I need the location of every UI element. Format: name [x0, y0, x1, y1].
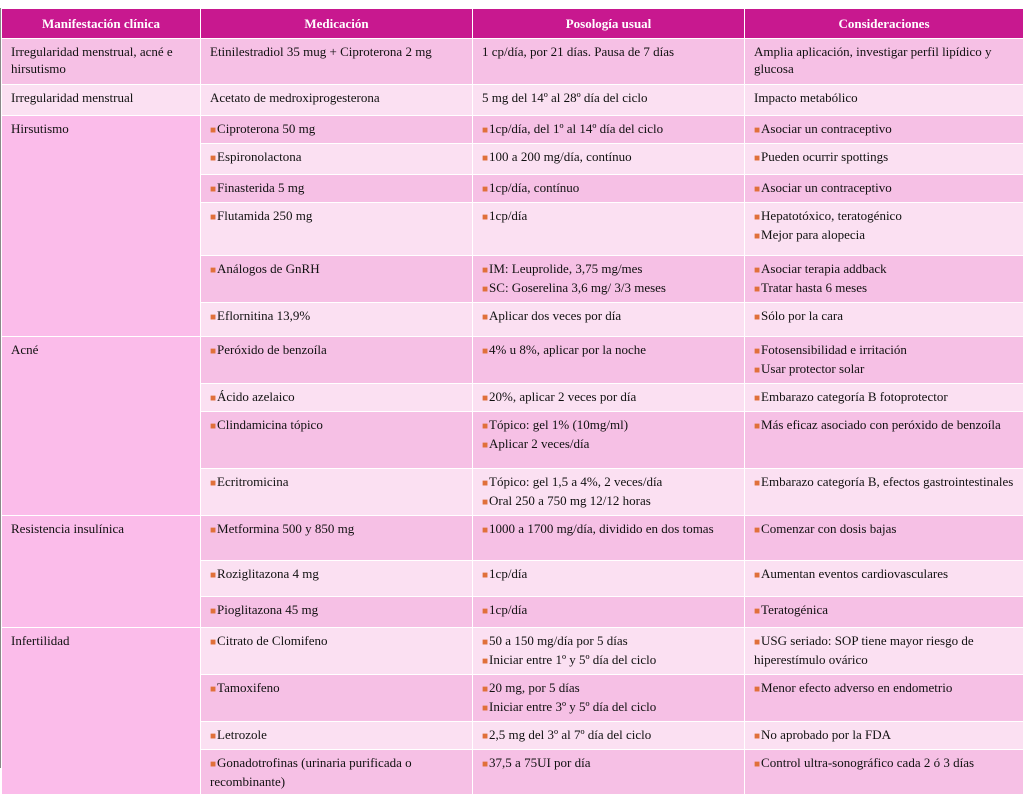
- bullet-icon: ■: [482, 656, 489, 667]
- bullet-icon: ■: [482, 440, 489, 451]
- bullet-icon: ■: [754, 393, 761, 404]
- bullet-icon: ■: [754, 346, 761, 357]
- considerations-cell: ■Asociar un contraceptivo: [745, 116, 1024, 144]
- considerations-cell: ■Aumentan eventos cardiovasculares: [745, 561, 1024, 597]
- bullet-icon: ■: [210, 570, 217, 581]
- bullet-icon: ■: [482, 212, 489, 223]
- medication-cell: ■Pioglitazona 45 mg: [201, 597, 473, 628]
- bullet-icon: ■: [482, 421, 489, 432]
- bullet-icon: ■: [754, 125, 761, 136]
- considerations-cell: ■USG seriado: SOP tiene mayor riesgo de hiperestímulo ovárico: [745, 628, 1024, 675]
- table-row: [2, 337, 1024, 384]
- bullet-icon: ■: [482, 703, 489, 714]
- manifestation-cell: Irregularidad menstrual, acné e hirsutismo: [2, 39, 201, 85]
- medication-cell: ■Eflornitina 13,9%: [201, 303, 473, 337]
- table-row: [2, 85, 1024, 116]
- considerations-cell: ■Hepatotóxico, teratogénico ■Mejor para alopecia: [745, 203, 1024, 256]
- bullet-icon: ■: [482, 570, 489, 581]
- treatment-table: [1, 8, 1024, 795]
- table-row: [2, 39, 1024, 85]
- bullet-icon: ■: [210, 684, 217, 695]
- bullet-icon: ■: [754, 231, 761, 242]
- medication-cell: ■Metformina 500 y 850 mg: [201, 516, 473, 561]
- bullet-icon: ■: [482, 637, 489, 648]
- medication-cell: ■Espironolactona: [201, 144, 473, 175]
- dosage-cell: ■50 a 150 mg/día por 5 días ■Iniciar entre 1º y 5º día del ciclo: [473, 628, 745, 675]
- table-row: [2, 116, 1024, 144]
- bullet-icon: ■: [210, 265, 217, 276]
- considerations-cell: ■Sólo por la cara: [745, 303, 1024, 337]
- dosage-cell: ■IM: Leuprolide, 3,75 mg/mes ■SC: Goserelina 3,6 mg/ 3/3 meses: [473, 256, 745, 303]
- manifestation-cell: Hirsutismo: [2, 116, 201, 337]
- dosage-cell: ■2,5 mg del 3º al 7º día del ciclo: [473, 722, 745, 750]
- dosage-cell: 5 mg del 14º al 28º día del ciclo: [473, 85, 745, 116]
- bullet-icon: ■: [482, 312, 489, 323]
- bullet-icon: ■: [210, 759, 217, 770]
- bullet-icon: ■: [210, 184, 217, 195]
- medication-cell: ■Peróxido de benzoíla: [201, 337, 473, 384]
- bullet-icon: ■: [754, 184, 761, 195]
- bullet-icon: ■: [754, 284, 761, 295]
- header-row: [2, 9, 1024, 39]
- medication-cell: ■Ciproterona 50 mg: [201, 116, 473, 144]
- header-medication: Medicación: [201, 9, 473, 39]
- dosage-cell: 1 cp/día, por 21 días. Pausa de 7 días: [473, 39, 745, 85]
- bullet-icon: ■: [482, 731, 489, 742]
- bullet-icon: ■: [210, 212, 217, 223]
- dosage-cell: ■100 a 200 mg/día, contínuo: [473, 144, 745, 175]
- bullet-icon: ■: [210, 125, 217, 136]
- bullet-icon: ■: [754, 525, 761, 536]
- bullet-icon: ■: [754, 212, 761, 223]
- considerations-cell: ■Control ultra-sonográfico cada 2 ó 3 días: [745, 750, 1024, 795]
- considerations-cell: ■Asociar terapia addback ■Tratar hasta 6 meses: [745, 256, 1024, 303]
- bullet-icon: ■: [482, 525, 489, 536]
- manifestation-cell: Irregularidad menstrual: [2, 85, 201, 116]
- bullet-icon: ■: [210, 637, 217, 648]
- dosage-cell: ■1cp/día, contínuo: [473, 175, 745, 203]
- medication-cell: ■Finasterida 5 mg: [201, 175, 473, 203]
- bullet-icon: ■: [482, 265, 489, 276]
- medication-cell: ■Letrozole: [201, 722, 473, 750]
- bullet-icon: ■: [754, 731, 761, 742]
- medication-cell: Etinilestradiol 35 mug + Ciproterona 2 mg: [201, 39, 473, 85]
- bullet-icon: ■: [482, 153, 489, 164]
- bullet-icon: ■: [210, 393, 217, 404]
- manifestation-cell: Infertilidad: [2, 628, 201, 795]
- bullet-icon: ■: [482, 684, 489, 695]
- medication-cell: ■Tamoxifeno: [201, 675, 473, 722]
- bullet-icon: ■: [482, 478, 489, 489]
- considerations-cell: ■Más eficaz asociado con peróxido de benzoíla: [745, 412, 1024, 469]
- considerations-cell: ■Menor efecto adverso en endometrio: [745, 675, 1024, 722]
- dosage-cell: ■1cp/día, del 1º al 14º día del ciclo: [473, 116, 745, 144]
- bullet-icon: ■: [210, 731, 217, 742]
- table-row: [2, 516, 1024, 561]
- dosage-cell: ■37,5 a 75UI por día: [473, 750, 745, 795]
- bullet-icon: ■: [754, 265, 761, 276]
- dosage-cell: ■20%, aplicar 2 veces por día: [473, 384, 745, 412]
- considerations-cell: ■Pueden ocurrir spottings: [745, 144, 1024, 175]
- header-dosage: Posología usual: [473, 9, 745, 39]
- considerations-cell: ■Embarazo categoría B fotoprotector: [745, 384, 1024, 412]
- bullet-icon: ■: [482, 759, 489, 770]
- bullet-icon: ■: [754, 312, 761, 323]
- dosage-cell: ■20 mg, por 5 días ■Iniciar entre 3º y 5º día del ciclo: [473, 675, 745, 722]
- dosage-cell: ■1cp/día: [473, 561, 745, 597]
- bullet-icon: ■: [482, 346, 489, 357]
- bullet-icon: ■: [754, 153, 761, 164]
- bullet-icon: ■: [754, 365, 761, 376]
- bullet-icon: ■: [482, 184, 489, 195]
- manifestation-cell: Acné: [2, 337, 201, 516]
- dosage-cell: ■Aplicar dos veces por día: [473, 303, 745, 337]
- dosage-cell: ■4% u 8%, aplicar por la noche: [473, 337, 745, 384]
- bullet-icon: ■: [482, 284, 489, 295]
- bullet-icon: ■: [210, 606, 217, 617]
- table-row: [2, 628, 1024, 675]
- bullet-icon: ■: [482, 125, 489, 136]
- manifestation-cell: Resistencia insulínica: [2, 516, 201, 628]
- considerations-cell: Amplia aplicación, investigar perfil lipídico y glucosa: [745, 39, 1024, 85]
- considerations-cell: ■No aprobado por la FDA: [745, 722, 1024, 750]
- considerations-cell: ■Comenzar con dosis bajas: [745, 516, 1024, 561]
- dosage-cell: ■1cp/día: [473, 203, 745, 256]
- bullet-icon: ■: [754, 478, 761, 489]
- header-manifestation: Manifestación clínica: [2, 9, 201, 39]
- medication-cell: ■Roziglitazona 4 mg: [201, 561, 473, 597]
- bullet-icon: ■: [210, 346, 217, 357]
- considerations-cell: ■Fotosensibilidad e irritación ■Usar protector solar: [745, 337, 1024, 384]
- dosage-cell: ■Tópico: gel 1,5 a 4%, 2 veces/día ■Oral 250 a 750 mg 12/12 horas: [473, 469, 745, 516]
- bullet-icon: ■: [482, 393, 489, 404]
- considerations-cell: ■Embarazo categoría B, efectos gastrointestinales: [745, 469, 1024, 516]
- considerations-cell: Impacto metabólico: [745, 85, 1024, 116]
- medication-cell: ■Clindamicina tópico: [201, 412, 473, 469]
- bullet-icon: ■: [754, 570, 761, 581]
- bullet-icon: ■: [210, 153, 217, 164]
- considerations-cell: ■Teratogénica: [745, 597, 1024, 628]
- bullet-icon: ■: [754, 684, 761, 695]
- medication-cell: ■Gonadotrofinas (urinaria purificada o recombinante): [201, 750, 473, 795]
- bullet-icon: ■: [754, 637, 761, 648]
- dosage-cell: ■Tópico: gel 1% (10mg/ml) ■Aplicar 2 veces/día: [473, 412, 745, 469]
- medication-cell: ■Ácido azelaico: [201, 384, 473, 412]
- bullet-icon: ■: [210, 525, 217, 536]
- bullet-icon: ■: [210, 421, 217, 432]
- bullet-icon: ■: [482, 606, 489, 617]
- medication-cell: ■Citrato de Clomifeno: [201, 628, 473, 675]
- medication-cell: ■Ecritromicina: [201, 469, 473, 516]
- dosage-cell: ■1000 a 1700 mg/día, dividido en dos tomas: [473, 516, 745, 561]
- bullet-icon: ■: [210, 312, 217, 323]
- considerations-cell: ■Asociar un contraceptivo: [745, 175, 1024, 203]
- medication-cell: ■Análogos de GnRH: [201, 256, 473, 303]
- bullet-icon: ■: [754, 421, 761, 432]
- medication-cell: ■Flutamida 250 mg: [201, 203, 473, 256]
- medication-cell: Acetato de medroxiprogesterona: [201, 85, 473, 116]
- bullet-icon: ■: [754, 606, 761, 617]
- bullet-icon: ■: [210, 478, 217, 489]
- bullet-icon: ■: [482, 497, 489, 508]
- header-considerations: Consideraciones: [745, 9, 1024, 39]
- dosage-cell: ■1cp/día: [473, 597, 745, 628]
- bullet-icon: ■: [754, 759, 761, 770]
